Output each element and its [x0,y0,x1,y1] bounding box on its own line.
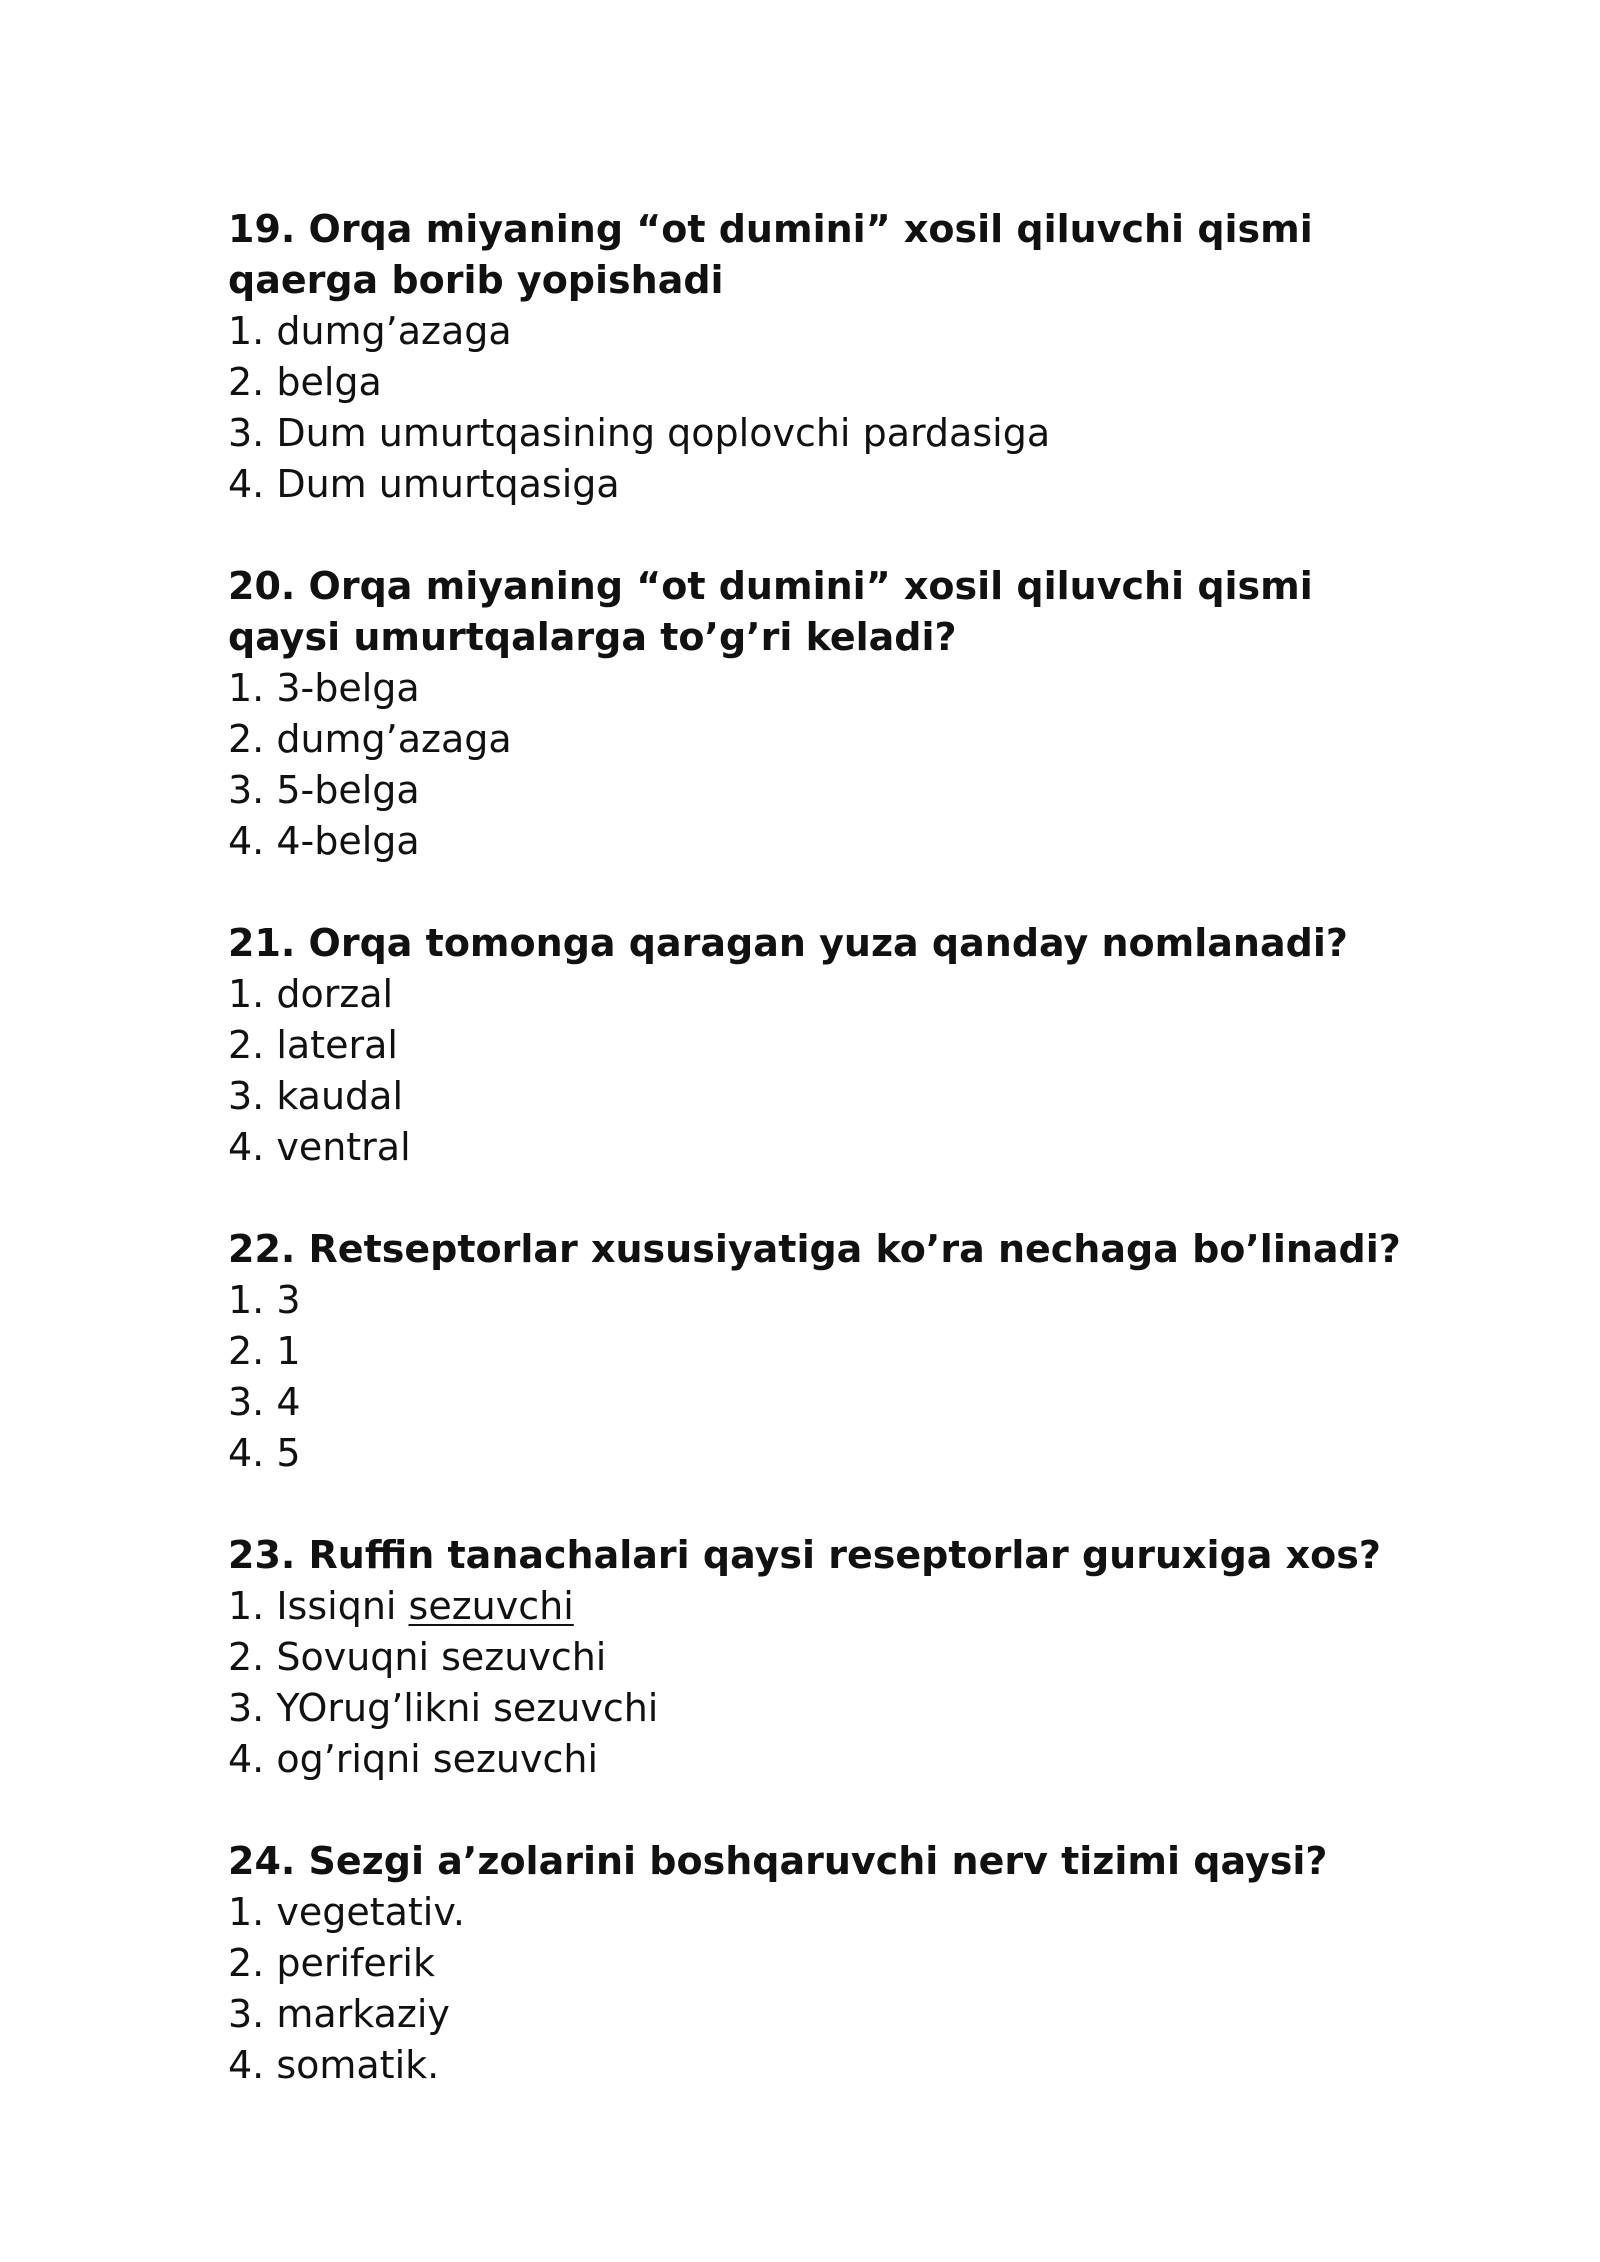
answer-option: 2. dumg’azaga [228,717,512,761]
question-title: 23. Ruffin tanachalari qaysi reseptorlar guruxiga xos? [228,1533,1381,1577]
answer-option: 3. Dum umurtqasining qoplovchi pardasiga [228,411,1051,455]
answer-option: 4. ventral [228,1125,411,1169]
answer-option: 4. Dum umurtqasiga [228,462,620,506]
answer-option: 4. somatik. [228,2043,440,2087]
question-title: 19. Orqa miyaning “ot dumini” xosil qiluvchi qismi qaerga borib yopishadi [228,207,1313,302]
question-24 [228,1836,1428,2091]
question-title: 24. Sezgi a’zolarini boshqaruvchi nerv tizimi qaysi? [228,1839,1328,1883]
answer-option: 2. 1 [228,1329,301,1373]
answer-option: 4. og’riqni sezuvchi [228,1737,599,1781]
answer-option: 2. belga [228,360,382,404]
answer-option: 2. periferik [228,1941,435,1985]
answer-option-text: 1. Issiqni [228,1584,409,1628]
answer-option: 2. lateral [228,1023,398,1067]
question-20 [228,561,1428,867]
answer-option: 4. 5 [228,1431,301,1475]
question-title: 20. Orqa miyaning “ot dumini” xosil qiluvchi qismi qaysi umurtqalarga to’g’ri keladi? [228,564,1313,659]
answer-option: 1. dumg’azaga [228,309,512,353]
answer-option: 1. dorzal [228,972,394,1016]
answer-option [228,1581,1428,1632]
answer-option: 3. markaziy [228,1992,450,2036]
question-22 [228,1224,1428,1479]
question-title: 22. Retseptorlar xususiyatiga ko’ra nechaga bo’linadi? [228,1227,1401,1271]
answer-option: 3. 5-belga [228,768,420,812]
answer-option: 3. kaudal [228,1074,404,1118]
answer-option: 1. vegetativ. [228,1890,465,1934]
question-19 [228,204,1428,510]
answer-option: 2. Sovuqni sezuvchi [228,1635,607,1679]
answer-option: 4. 4-belga [228,819,420,863]
answer-option: 3. 4 [228,1380,301,1424]
question-title: 21. Orqa tomonga qaragan yuza qanday nomlanadi? [228,921,1348,965]
underlined-word: sezuvchi [408,1584,574,1628]
answer-option: 1. 3 [228,1278,301,1322]
answer-option: 3. YOrug’likni sezuvchi [228,1686,659,1730]
answer-option: 1. 3-belga [228,666,420,710]
question-21 [228,918,1428,1173]
document-page [228,204,1428,2142]
question-23 [228,1530,1428,1785]
